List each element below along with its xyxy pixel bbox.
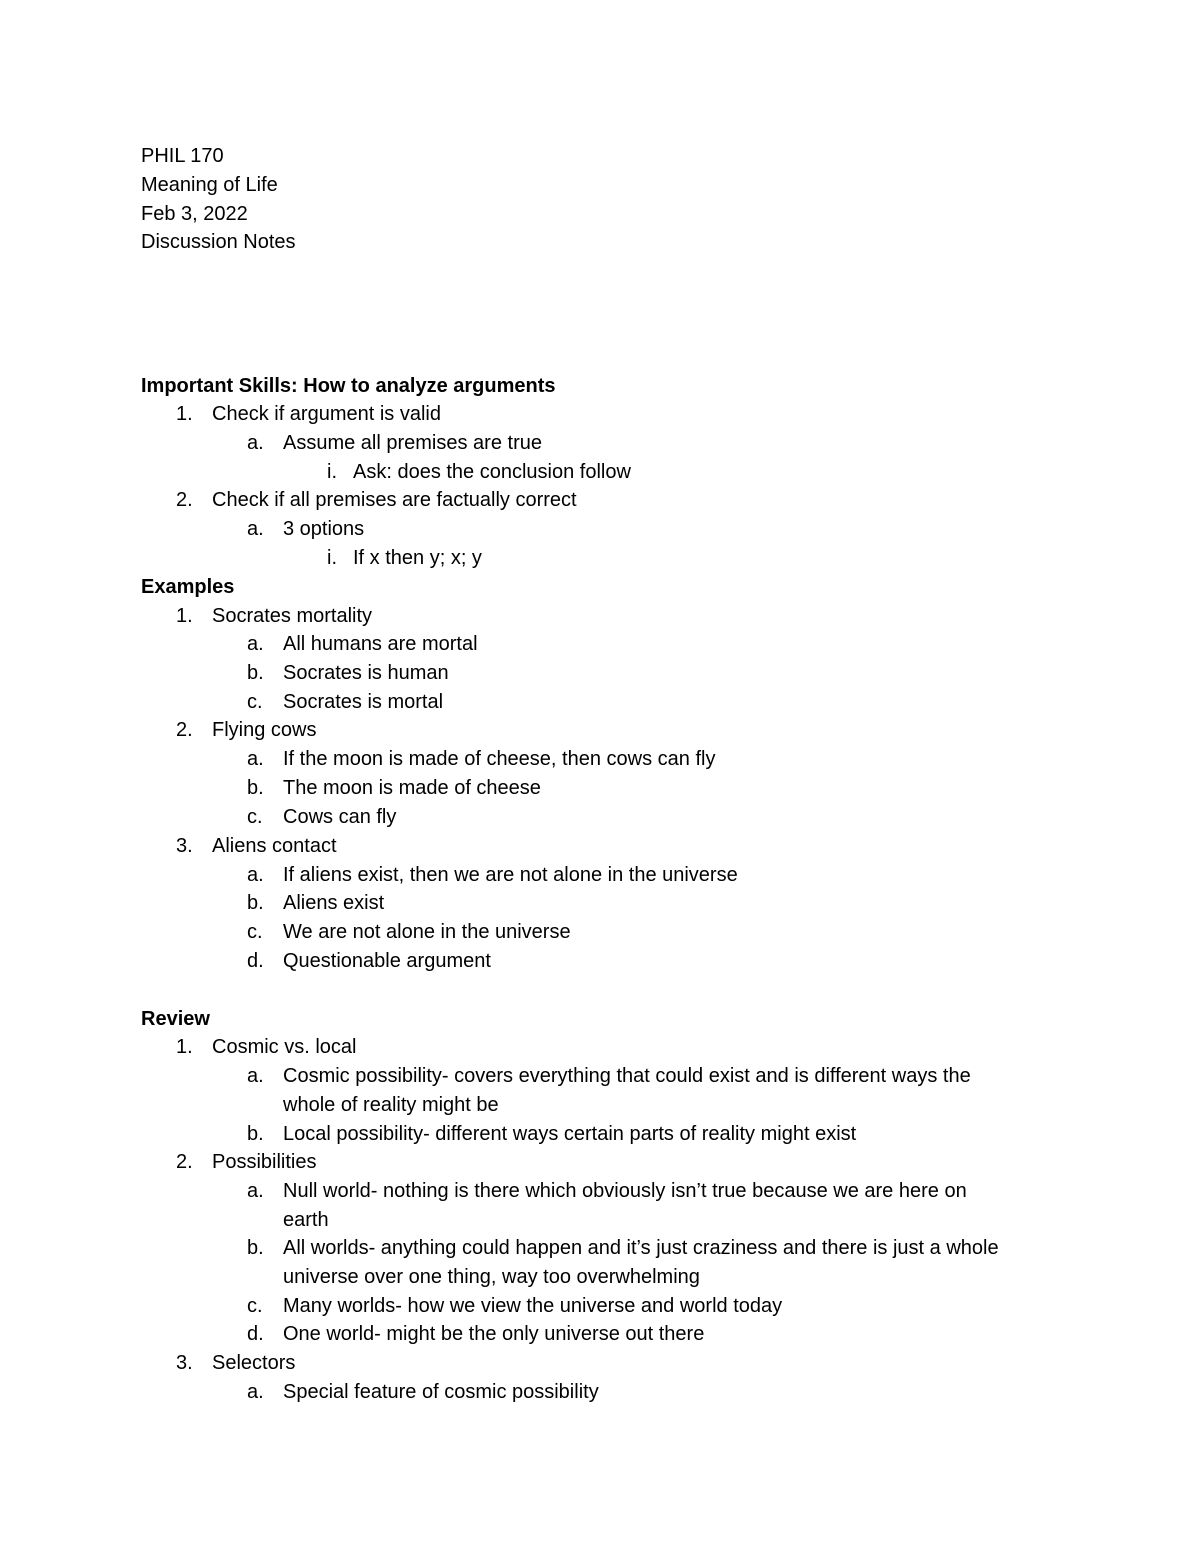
list-marker: 3. <box>176 835 193 857</box>
list-marker: b. <box>247 777 264 799</box>
course-code: PHIL 170 <box>141 145 224 167</box>
list-marker: 2. <box>176 489 193 511</box>
list-item: Aliens contact <box>212 835 337 857</box>
list-item: Aliens exist <box>283 892 385 914</box>
list-item: Cosmic possibility- covers everything that could exist and is different ways the <box>283 1065 971 1087</box>
list-item: If aliens exist, then we are not alone in the universe <box>283 864 738 886</box>
list-item: Check if all premises are factually correct <box>212 489 577 511</box>
list-marker: a. <box>247 1180 264 1202</box>
examples-heading: Examples <box>141 576 235 598</box>
notes-type: Discussion Notes <box>141 231 296 253</box>
list-item: Cows can fly <box>283 806 397 828</box>
list-marker: i. <box>327 547 337 569</box>
list-marker: 1. <box>176 1036 193 1058</box>
list-item: Null world- nothing is there which obviously isn’t true because we are here on <box>283 1180 967 1202</box>
list-item: Special feature of cosmic possibility <box>283 1381 599 1403</box>
list-marker: i. <box>327 461 337 483</box>
list-item: We are not alone in the universe <box>283 921 571 943</box>
list-marker: 2. <box>176 719 193 741</box>
list-item: Socrates is mortal <box>283 691 444 713</box>
list-marker: c. <box>247 691 263 713</box>
skills-heading: Important Skills: How to analyze arguments <box>141 375 556 397</box>
list-item: Selectors <box>212 1352 296 1374</box>
list-item: Questionable argument <box>283 950 491 972</box>
list-item: Possibilities <box>212 1151 317 1173</box>
list-marker: c. <box>247 806 263 828</box>
list-marker: a. <box>247 748 264 770</box>
list-item: The moon is made of cheese <box>283 777 541 799</box>
list-item: Assume all premises are true <box>283 432 542 454</box>
list-marker: d. <box>247 1323 264 1345</box>
list-item: Flying cows <box>212 719 317 741</box>
list-item: Check if argument is valid <box>212 403 441 425</box>
list-item: Socrates is human <box>283 662 449 684</box>
list-item: If x then y; x; y <box>353 547 482 569</box>
list-marker: b. <box>247 1237 264 1259</box>
list-item: One world- might be the only universe out there <box>283 1323 705 1345</box>
list-item: All humans are mortal <box>283 633 478 655</box>
list-marker: 1. <box>176 605 193 627</box>
list-marker: a. <box>247 1381 264 1403</box>
list-item-continuation: whole of reality might be <box>283 1094 499 1116</box>
list-marker: b. <box>247 1123 264 1145</box>
list-item-continuation: earth <box>283 1209 329 1231</box>
list-marker: a. <box>247 432 264 454</box>
list-item: Many worlds- how we view the universe and world today <box>283 1295 783 1317</box>
list-marker: 3. <box>176 1352 193 1374</box>
notes-date: Feb 3, 2022 <box>141 203 248 225</box>
list-item: Local possibility- different ways certain parts of reality might exist <box>283 1123 857 1145</box>
review-heading: Review <box>141 1008 210 1030</box>
list-marker: a. <box>247 1065 264 1087</box>
list-marker: b. <box>247 892 264 914</box>
list-marker: d. <box>247 950 264 972</box>
list-marker: 2. <box>176 1151 193 1173</box>
list-item: Socrates mortality <box>212 605 373 627</box>
list-marker: a. <box>247 633 264 655</box>
list-item: Cosmic vs. local <box>212 1036 357 1058</box>
list-item: If the moon is made of cheese, then cows can fly <box>283 748 716 770</box>
list-marker: a. <box>247 518 264 540</box>
list-marker: c. <box>247 921 263 943</box>
list-item: 3 options <box>283 518 365 540</box>
list-marker: c. <box>247 1295 263 1317</box>
list-item: Ask: does the conclusion follow <box>353 461 631 483</box>
list-marker: b. <box>247 662 264 684</box>
list-item-continuation: universe over one thing, way too overwhelming <box>283 1266 700 1288</box>
list-item: All worlds- anything could happen and it’s just craziness and there is just a whole <box>283 1237 999 1259</box>
course-topic: Meaning of Life <box>141 174 278 196</box>
list-marker: 1. <box>176 403 193 425</box>
list-marker: a. <box>247 864 264 886</box>
